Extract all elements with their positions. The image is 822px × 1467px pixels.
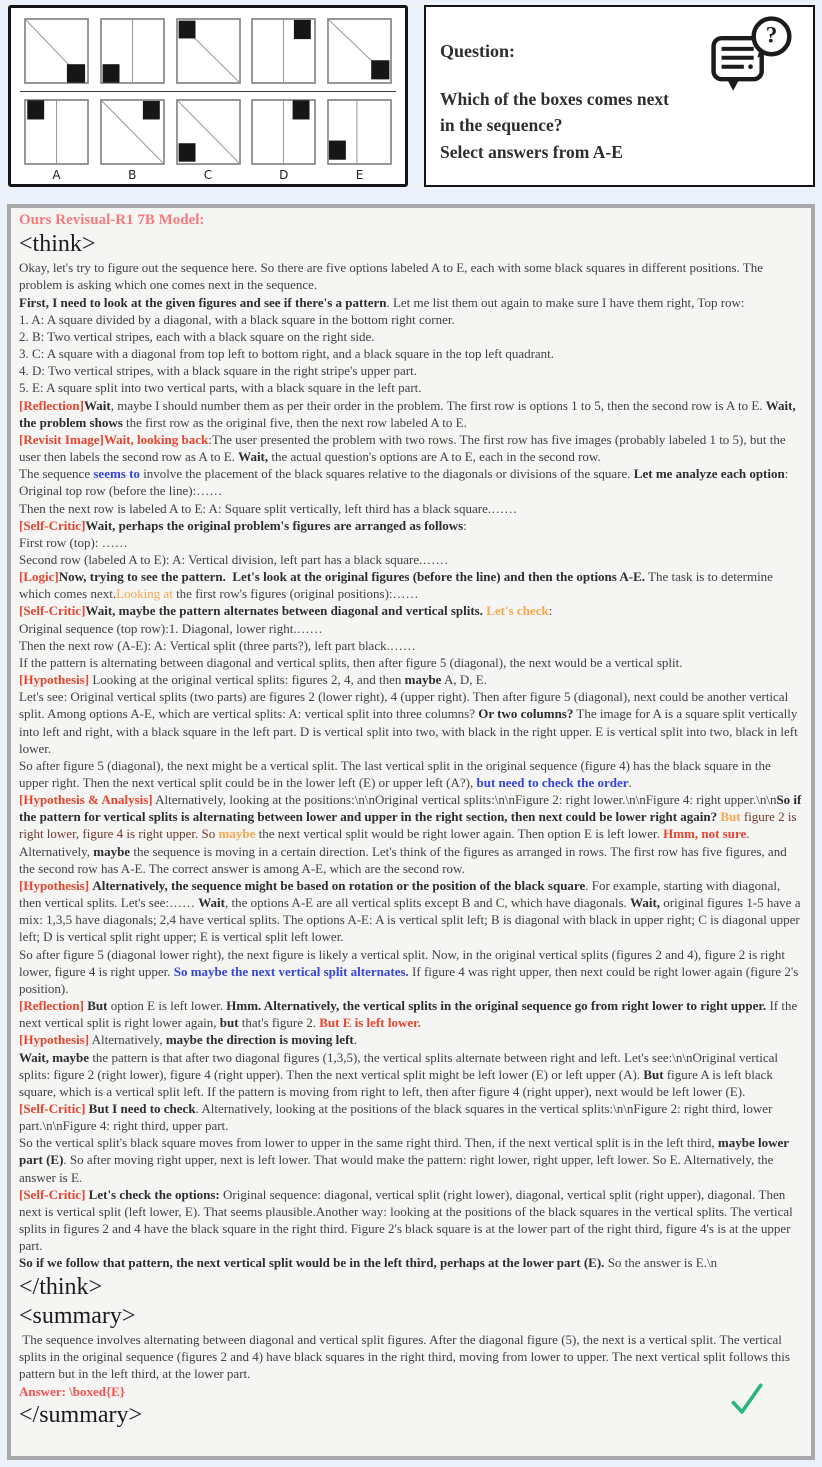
text-segment: Wait, the problem shows [19,397,799,430]
option-label: E [355,168,364,182]
text-segment: If the pattern is alternating between diagonal and vertical splits, then after figure 5 (diagonal), the next would be a vertical split. [19,654,683,670]
text-segment: maybe lower part (E) [19,1135,793,1168]
paragraph [19,688,802,757]
think-reasoning-text [19,259,805,1271]
text-segment: Or two columns? [478,706,574,722]
paragraph [19,637,802,654]
question-line: Select answers from A-E [440,141,623,162]
figure-option-E [327,99,392,165]
text-segment: The sequence involves alternating between diagonal and vertical split figures. After the diagonal figure (5), the next is a vertical split. The vertical splits in the original sequence (figures 2 and 4) have black squares in the right third, moving from lower to upper. The next vertical split follows this pattern but in the left third, at the lower part. [19,1332,794,1382]
text-segment: But [87,998,108,1014]
paragraph [19,1049,802,1100]
text-segment: The task is to determine which comes next. [19,569,777,602]
text-segment: but [219,1015,239,1031]
figure-option-B [100,99,165,165]
paragraph [19,345,802,362]
text-segment: So the vertical split's black square moves from lower to upper in the same right third. Then, if the next vertical split is in the left third, [19,1135,718,1151]
model-output-panel [7,204,815,1460]
text-segment: the sequence is moving in a certain direction. Let's think of the figures as arranged in rows. The first row has five figures, and the second row has A-E. The correct answer is among A-E, which are the second row. [19,843,790,876]
text-segment: the pattern is that after two diagonal figures (1,3,5), the vertical splits alternate between right and left. Let's see:\n\nOriginal vertical splits: figure 2 (right lower), figure 4 (right upper). Then the next vertical split might be left lower (E) or left upper (A). [19,1049,782,1082]
text-segment: . For example, starting with diagonal, then vertical splits. Let's see:…… [19,877,784,911]
paragraph [19,259,802,293]
puzzle-divider [20,91,396,92]
paragraph [19,397,802,431]
text-segment: Wait, perhaps the original problem's figures are arranged as follows [85,517,464,533]
figure-sequence-1 [24,18,89,84]
text-segment: If the next vertical split is right lower again, [19,998,801,1031]
text-segment: Original top row (before the line):…… [19,483,223,499]
text-segment: Wait, maybe the pattern alternates between diagonal and vertical splits. [85,603,487,619]
text-segment: :The user presented the problem with two rows. The first row has five images (probably labeled 1 to 5), but the user then labels the second row as A to E. [19,431,789,465]
text-segment: , maybe I should number them as per their order in the problem. The first row is options 1 to 5, then the second row is A to E. [110,397,766,413]
text-segment: Okay, let's try to figure out the sequence here. So there are five options labeled A to E, each with some black squares in different positions. The problem is asking which one comes next in the sequence. [19,260,767,293]
text-segment: the first row's figures (original positions):…… [172,586,419,602]
paragraph [19,1031,802,1048]
question-line: in the sequence? [440,115,563,136]
annotation-tag: [Self-Critic] [19,1186,86,1202]
paragraph [19,500,802,517]
text-segment: the next vertical split would be right lower again. Then option E is left lower. [255,826,664,842]
model-name-header: Ours Revisual-R1 7B Model: [19,212,205,228]
text-segment: involve the placement of the black squares relative to the diagonals or divisions of the square. [139,466,634,482]
text-segment: But [643,1066,664,1082]
summary-text [19,1331,802,1400]
text-segment: Hmm. Alternatively, the vertical splits in the original sequence go from right lower to right upper. [226,998,767,1014]
text-segment: that's figure 2. [238,1015,320,1031]
text-segment: Now, trying to see the pattern. Let's look at the original figures (before the line) and then the options A-E. [58,569,646,585]
paragraph [19,311,802,328]
paragraph [19,791,805,842]
text-segment: Second row (labeled A to E): A: Vertical division, left part has a black square.…… [19,551,449,567]
annotation-tag: [Hypothesis] [19,672,90,688]
text-segment: . [628,775,632,790]
summary-close-tag: </summary> [19,1401,143,1428]
text-segment: First row (top): …… [19,534,128,550]
text-segment: figure A is left black square, which is a vertical split left. If the pattern is moving from right to left, then after figure 4 (right upper), next would be left lower (E). [19,1066,777,1099]
puzzle-sequence-row [24,18,392,84]
text-segment: Let me analyze each option [633,466,785,482]
text-segment: Original sequence: diagonal, vertical split (right lower), diagonal, vertical split (right upper), diagonal. Then next is vertical split (left lower, E). That seems plausible.Another way: looking at the positions of the black squares in the vertical splits. The vertical splits in figures 2 and 4 have the black square in the right third. Figure 2's black square is at the lower part of the right third, figure 4's is at the upper part. [19,1186,796,1254]
annotation-tag: [Hypothesis] [19,1032,90,1048]
figure-option-C [176,99,241,165]
text-segment: Let's check the options: [88,1186,220,1202]
paragraph [19,568,802,602]
text-segment: So if the pattern for vertical splits is alternating between lower and upper in the right section, then next could be lower right again? [19,792,805,825]
think-close-tag: </think> [19,1273,103,1300]
annotation-tag: [Reflection] [19,998,84,1014]
text-segment: Alternatively, looking at the positions:\n\nOriginal vertical splits:\n\nFigure 2: right lower.\n\nFigure 4: right upper.\n\n [152,792,777,808]
paragraph [19,362,802,379]
paragraph [19,1254,802,1271]
paragraph [19,517,802,534]
paragraph [19,482,802,499]
text-segment: Answer: \boxed{E} [19,1383,125,1399]
paragraph [19,843,802,877]
text-segment: Then the next row (A-E): A: Vertical split (three parts?), left part black.…… [19,637,416,653]
text-segment: Wait [198,895,225,911]
paragraph [19,602,802,619]
think-open-tag: <think> [19,231,96,257]
figure-option-D [251,99,316,165]
text-segment: Hmm, not sure [663,826,747,842]
svg-text:?: ? [765,22,778,49]
option-label: A [52,168,61,182]
text-segment: Then the next row is labeled A to E: A: Square split vertically, left third has a black square.…… [19,500,518,516]
puzzle-panel [8,5,408,187]
text-segment: If figure 4 was right upper, then next could be right lower again (figure 2's position). [19,963,802,996]
text-segment: Alternatively, [89,1032,166,1048]
paragraph [19,1186,802,1255]
text-segment: the actual question's options are A to E, each in the second row. [268,449,601,465]
text-segment: The sequence [19,466,94,482]
option-label: B [128,168,137,182]
text-segment: maybe [93,843,131,859]
text-segment: Let's check [486,603,549,619]
text-segment: First, I need to look at the given figures and see if there's a pattern [19,294,387,310]
text-segment: So after figure 5 (diagonal lower right), the next figure is likely a vertical split. Now, in the original vertical splits (figures 2 and 4), figure 2 is right lower, figure 4 is right upper. [19,946,789,979]
paragraph [19,1383,802,1400]
paragraph [19,1134,802,1185]
paragraph [19,620,802,637]
text-segment: . Let me list them out again to make sure I have them right, Top row: [386,294,745,310]
option-label: C [203,168,213,182]
text-segment: So the answer is E.\n [604,1255,718,1271]
paragraph [19,534,802,551]
text-segment: option E is left lower. [107,998,227,1014]
option-labels-row [24,168,392,182]
text-segment: maybe [218,826,256,842]
annotation-tag: [Self-Critic] [19,517,86,533]
text-segment: 2. B: Two vertical stripes, each with a black square on the right side. [19,328,375,344]
text-segment: . [746,826,750,842]
text-segment: Wait [83,397,111,413]
annotation-tag: [Reflection] [19,397,84,413]
text-segment: figure 2 is right lower, figure 4 is right upper. So [19,809,800,842]
text-segment: Alternatively, [19,843,94,859]
text-segment: Wait, [238,449,269,465]
paragraph [19,946,802,997]
figure-option-A [24,99,89,165]
question-line: Which of the boxes comes next [440,89,669,109]
annotation-tag: [Self-Critic] [19,1100,86,1116]
figure-sequence-4 [251,18,316,84]
summary-open-tag: <summary> [19,1302,136,1329]
annotation-tag: [Hypothesis & Analysis] [19,792,153,808]
figure-sequence-5 [327,18,392,84]
paragraph [19,294,802,311]
text-segment: A, D, E. [441,672,487,688]
paragraph [19,654,802,671]
text-segment: So maybe the next vertical split alternates. [173,963,409,979]
paragraph [19,431,802,465]
text-segment: Looking at [116,586,173,602]
text-segment: : [548,603,553,619]
text-segment: . So after moving right upper, next is left lower. That would make the pattern: right lower, right upper, left lower. So E. Alternatively, the answer is E. [19,1152,777,1185]
text-segment: original figures 1-5 have a mix: 1,3,5 have diagonals; 2,4 have vertical splits. The options A-E: A is vertical split left; B is diagonal with black in upper right; C is diagonal upper left; D is vertical split right upper; E is vertical split left lower. [19,895,804,945]
paragraph [19,379,802,396]
question-title: Question: [440,41,516,61]
figure-sequence-3 [176,18,241,84]
text-segment: So after figure 5 (diagonal), the next might be a vertical split. The last vertical split in the original sequence (figure 4) has the black square in the upper right. Then the next vertical split could be in the lower left (E) or upper left (A?), [19,757,774,790]
puzzle-options-row [24,99,392,165]
paragraph [19,671,802,688]
text-segment: But I need to check [88,1100,196,1116]
paragraph [19,465,802,482]
text-segment: . [353,1032,357,1048]
text-segment: maybe [404,672,442,688]
correct-checkmark-icon [729,1378,765,1420]
text-segment: 5. E: A square split into two vertical parts, with a black square in the left part. [19,380,422,396]
text-segment: , the options A-E are all vertical splits except B and C, which have diagonals. [224,895,631,911]
annotation-tag: [Hypothesis] [19,877,90,893]
annotation-tag: [Revisit Image]Wait, looking back [19,431,209,447]
text-segment: but need to check the order [476,775,629,790]
paragraph [19,551,802,568]
option-label: D [279,168,289,182]
text-segment: Original sequence (top row):1. Diagonal, lower right.…… [19,620,323,636]
text-segment: Alternatively, the sequence might be based on rotation or the position of the black square [92,877,586,893]
annotation-tag: [Logic] [19,569,59,585]
figure-sequence-2 [100,18,165,84]
text-segment: So if we follow that pattern, the next vertical split would be in the left third, perhaps at the lower part (E). [19,1255,605,1271]
paragraph [19,328,802,345]
text-segment: . Alternatively, looking at the positions of the black squares in the vertical splits:\n\nFigure 2: right third, lower part.\n\nFigure 4: right third, upper part. [19,1100,776,1134]
question-text [440,86,799,165]
question-chat-icon [705,15,797,97]
paragraph [19,877,802,946]
text-segment: 4. D: Two vertical stripes, with a black square in the right stripe's upper part. [19,363,417,379]
paragraph [19,1331,802,1382]
text-segment: Looking at the original vertical splits: figures 2, 4, and then [89,672,405,688]
annotation-tag: [Self-Critic] [19,603,86,619]
text-segment: But E is left lower. [319,1015,421,1031]
text-segment: 1. A: A square divided by a diagonal, with a black square in the bottom right corner. [19,311,455,327]
text-segment: 3. C: A square with a diagonal from top left to bottom right, and a black square in the top left quadrant. [19,346,555,362]
text-segment: But [720,809,741,825]
paragraph [19,1100,802,1134]
text-segment: Wait, [630,895,661,911]
text-segment: maybe the direction is moving left [165,1032,354,1048]
text-segment: : [463,517,467,533]
text-segment: Let's see: Original vertical splits (two parts) are figures 2 (lower right), 4 (upper right). Then after figure 5 (diagonal), next could be another vertical split. Among options A-E, which are vertical splits: A: vertical split into three columns? [19,689,792,722]
text-segment: : [784,466,789,482]
text-segment: The image for A is a square split vertically into left and right, with a black square in the left part. D is vertical split into two, with black in the right upper. E is vertical split into two, black in left lower. [19,706,801,756]
text-segment: the first row as the original five, then the next row labeled A to E. [122,414,467,430]
text-segment: Wait, maybe [19,1049,90,1065]
paragraph [19,757,802,791]
paragraph [19,997,802,1031]
text-segment: seems to [93,466,140,482]
question-panel [424,5,815,187]
